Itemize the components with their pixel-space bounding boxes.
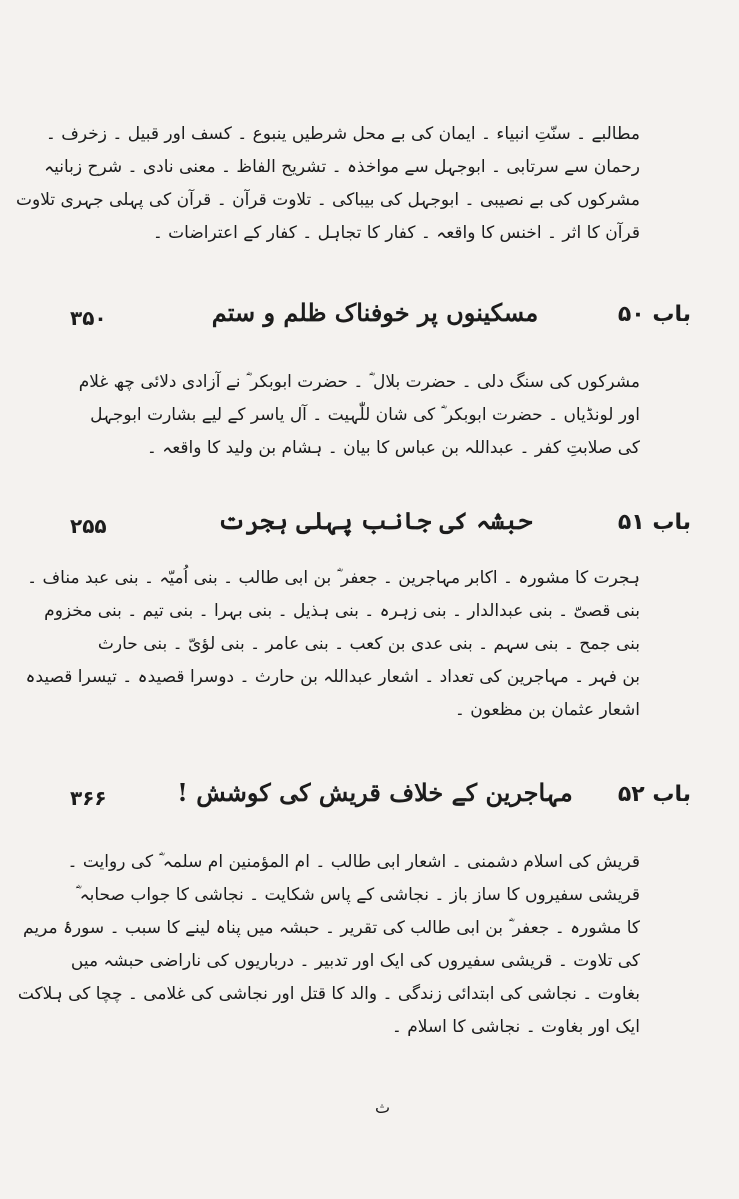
contents-line: بنی جمح ۔ بنی سہم ۔ بنی عدی بن کعب ۔ بنی عامر ۔ بنی لؤیّ ۔ بنی حارث (97, 634, 640, 654)
intro-line: رحمان سے سرتابی ۔ ابوجہل سے مواخذہ ۔ تشریح الفاظ ۔ معنی نادی ۔ شرح زبانیہ (44, 157, 640, 177)
chapter-page-number: ۳۵۰ (70, 306, 107, 330)
chapter-title: مہاجرین کے خلاف قریش کی کوشش ! (177, 778, 573, 807)
chapter-page-number: ۳۶۶ (70, 786, 107, 810)
contents-line: بنی قصیّ ۔ بنی عبدالدار ۔ بنی زہرہ ۔ بنی ہذیل ۔ بنی بہرا ۔ بنی تیم ۔ بنی مخزوم (44, 601, 640, 621)
contents-line: ہجرت کا مشورہ ۔ اکابر مہاجرین ۔ جعفر ؓ بن ابی طالب ۔ بنی اُمیّہ ۔ بنی عبد مناف ۔ (27, 568, 640, 588)
chapter-50-contents (78, 366, 640, 465)
chapter-page-number: ۲۵۵ (70, 514, 107, 538)
chapter-number: باب ۵۰ (617, 302, 691, 327)
contents-line: کا مشورہ ۔ جعفر ؓ بن ابی طالب کی تقریر ۔ حبشہ میں پناہ لینے کا سبب ۔ سورۂ مریم (23, 918, 640, 938)
intro-paragraph (15, 118, 640, 250)
contents-line: کی تلاوت ۔ قریشی سفیروں کی ایک اور تدبیر ۔ درباریوں کی ناراضی حبشہ میں (70, 951, 640, 971)
intro-line: مشرکوں کی بے نصیبی ۔ ابوجہل کی بیباکی ۔ تلاوت قرآن ۔ قرآن کی پہلی جہری تلاوت (15, 190, 640, 210)
contents-line: کی صلابتِ کفر ۔ عبداللہ بن عباس کا بیان ۔ ہشام بن ولید کا واقعہ ۔ (146, 438, 640, 458)
chapter-51-contents (25, 562, 640, 727)
contents-line: اور لونڈیاں ۔ حضرت ابوبکر ؓ کی شان للّٰہیت ۔ آل یاسر کے لیے بشارت ابوجہل (90, 405, 640, 425)
contents-line: مشرکوں کی سنگ دلی ۔ حضرت بلال ؓ ۔ حضرت ابوبکر ؓ نے آزادی دلائی چھ غلام (78, 372, 640, 392)
chapter-52-contents (17, 846, 640, 1044)
chapter-number: باب ۵۱ (617, 510, 691, 535)
chapter-heading-50 (0, 298, 739, 344)
chapter-heading-51 (0, 506, 739, 552)
chapter-title: مسکینوں پر خوفناک ظلم و ستم (211, 298, 539, 327)
contents-line: قریشی سفیروں کا ساز باز ۔ نجاشی کے پاس شکایت ۔ نجاشی کا جواب صحابہ ؓ (75, 885, 640, 905)
contents-line: ایک اور بغاوت ۔ نجاشی کا اسلام ۔ (391, 1017, 640, 1037)
chapter-heading-52 (0, 778, 739, 824)
contents-line: بغاوت ۔ نجاشی کی ابتدائی زندگی ۔ والد کا قتل اور نجاشی کی غلامی ۔ چچا کی ہلاکت (17, 984, 640, 1004)
intro-line: مطالبے ۔ سنّتِ انبیاء ۔ ایمان کی بے محل شرطیں ینبوع ۔ کسف اور قبیل ۔ زخرف ۔ (45, 124, 640, 144)
chapter-number: باب ۵۲ (617, 782, 691, 807)
footer-page-mark: ث (375, 1098, 391, 1117)
contents-line: بن فہر ۔ مہاجرین کی تعداد ۔ اشعار عبداللہ بن حارث ۔ دوسرا قصیدہ ۔ تیسرا قصیدہ (25, 667, 640, 687)
contents-line: اشعار عثمان بن مظعون ۔ (454, 700, 640, 720)
chapter-title: حبشہ کی جانب پہلی ہجرت (217, 506, 533, 535)
intro-line: قرآن کا اثر ۔ اخنس کا واقعہ ۔ کفار کا تجاہل ۔ کفار کے اعتراضات ۔ (152, 223, 640, 243)
contents-line: قریش کی اسلام دشمنی ۔ اشعار ابی طالب ۔ ام المؤمنین ام سلمہ ؓ کی روایت ۔ (67, 852, 640, 872)
